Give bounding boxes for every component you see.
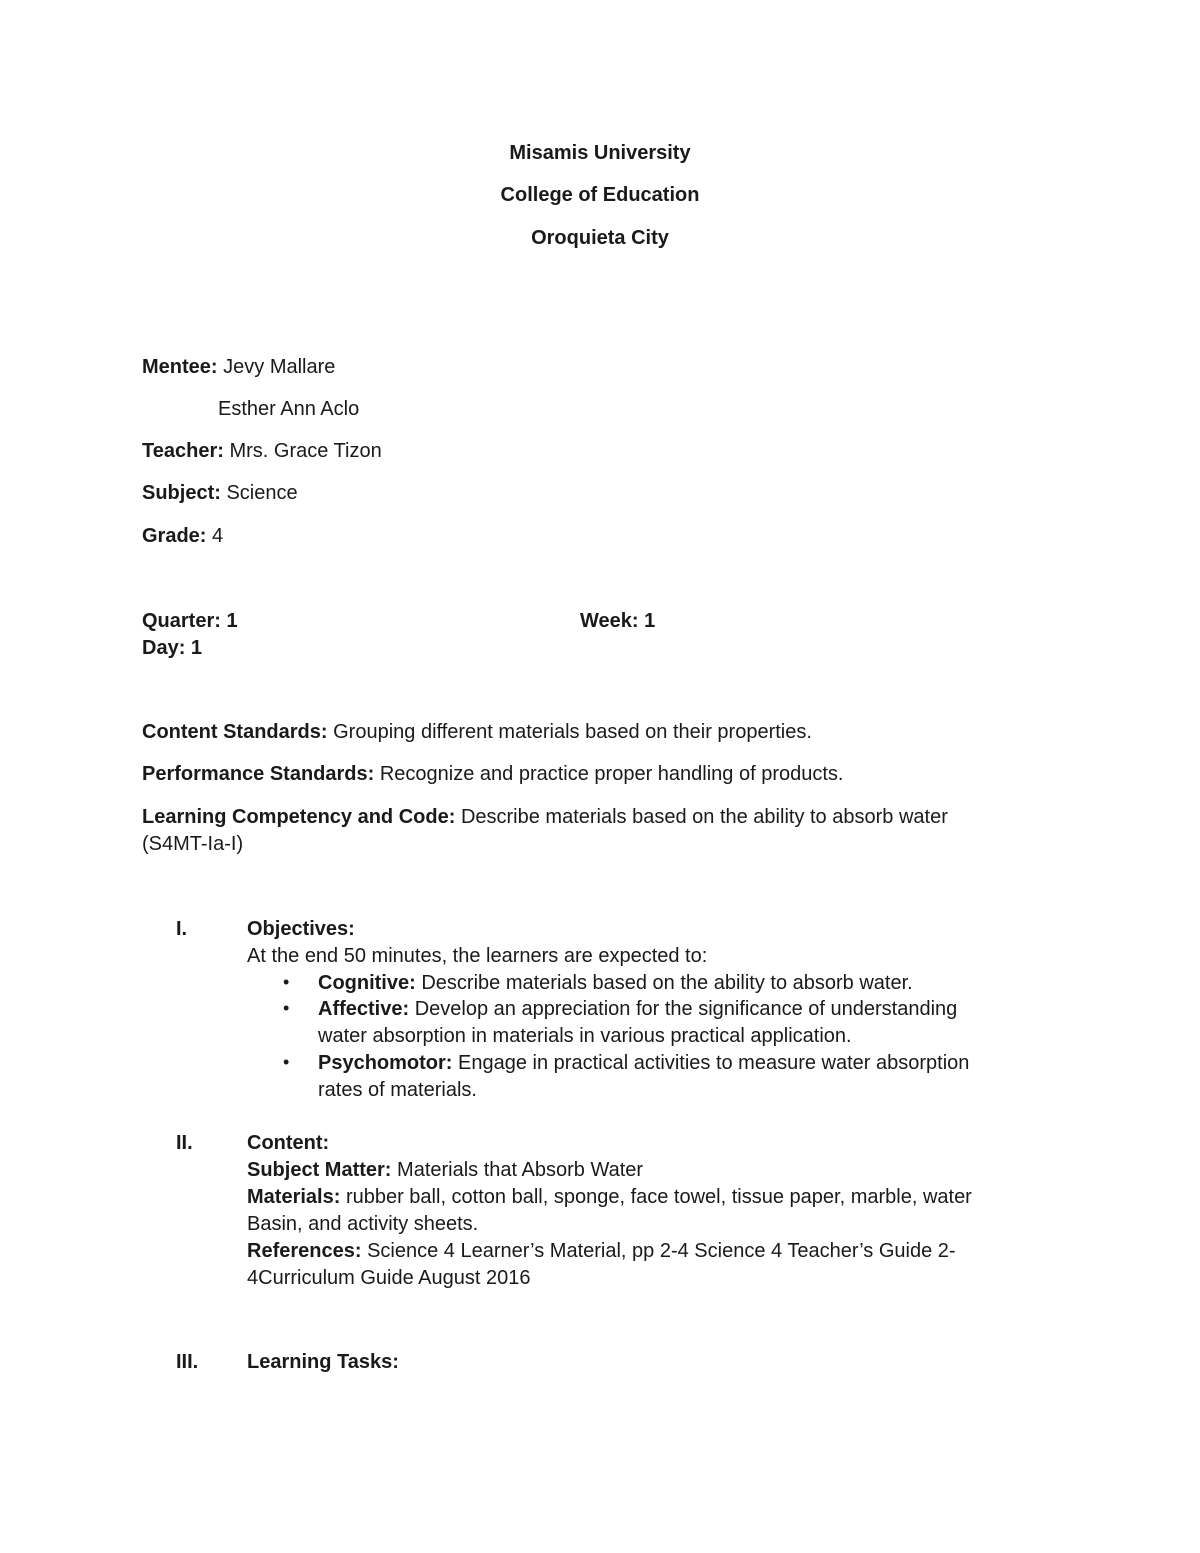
day-label: Day: 1 (142, 637, 203, 659)
week-label: Week: 1 (580, 610, 656, 632)
psychomotor-value: Engage in practical activities to measure water absorption (458, 1052, 970, 1074)
grade-label: Grade: (142, 525, 207, 547)
cognitive-objective (318, 972, 913, 995)
city-name: Oroquieta City (531, 227, 669, 249)
university-name: Misamis University (509, 142, 691, 164)
subject-matter-line (247, 1159, 643, 1182)
content-standards-label: Content Standards: (142, 721, 328, 743)
mentee-label: Mentee: (142, 356, 218, 378)
materials-value-continued: Basin, and activity sheets. (247, 1213, 479, 1235)
content-title: Content: (247, 1132, 330, 1154)
section-numeral-1: I. (176, 918, 188, 940)
bullet-icon: • (283, 1052, 290, 1072)
mentee-name-1: Jevy Mallare (223, 356, 336, 378)
quarter-label: Quarter: 1 (142, 610, 238, 632)
affective-objective (318, 998, 957, 1021)
references-value-continued: 4Curriculum Guide August 2016 (247, 1267, 531, 1289)
competency-label: Learning Competency and Code: (142, 806, 456, 828)
objectives-intro: At the end 50 minutes, the learners are expected to: (247, 945, 708, 967)
psychomotor-objective (318, 1052, 969, 1075)
mentee-line (142, 356, 335, 379)
competency-value: Describe materials based on the ability to absorb water (460, 806, 948, 828)
affective-label: Affective: (318, 998, 410, 1020)
materials-value: rubber ball, cotton ball, sponge, face towel, tissue paper, marble, water (345, 1186, 972, 1208)
references-label: References: (247, 1240, 362, 1262)
bullet-icon: • (283, 972, 290, 992)
bullet-icon: • (283, 998, 290, 1018)
psychomotor-value-continued: rates of materials. (318, 1079, 477, 1101)
references-line (247, 1240, 956, 1263)
subject-value: Science (226, 482, 298, 504)
mentee-name-2: Esther Ann Aclo (218, 398, 360, 420)
cognitive-value: Describe materials based on the ability to absorb water. (421, 972, 913, 994)
content-standards-value: Grouping different materials based on their properties. (333, 721, 812, 743)
section-numeral-3: III. (176, 1351, 199, 1373)
grade-line (142, 525, 223, 548)
teacher-name: Mrs. Grace Tizon (229, 440, 382, 462)
subject-label: Subject: (142, 482, 221, 504)
competency-code: (S4MT-Ia-I) (142, 833, 244, 855)
materials-label: Materials: (247, 1186, 341, 1208)
performance-standards-line (142, 763, 843, 786)
objectives-title: Objectives: (247, 918, 355, 940)
subject-matter-value: Materials that Absorb Water (397, 1159, 644, 1181)
learning-tasks-title: Learning Tasks: (247, 1351, 399, 1373)
psychomotor-label: Psychomotor: (318, 1052, 453, 1074)
subject-matter-label: Subject Matter: (247, 1159, 392, 1181)
teacher-label: Teacher: (142, 440, 224, 462)
cognitive-label: Cognitive: (318, 972, 416, 994)
college-name: College of Education (500, 184, 700, 206)
competency-line (142, 806, 948, 829)
materials-line (247, 1186, 972, 1209)
grade-value: 4 (212, 525, 224, 547)
performance-standards-value: Recognize and practice proper handling of products. (379, 763, 844, 785)
affective-value-continued: water absorption in materials in various practical application. (318, 1025, 852, 1047)
references-value: Science 4 Learner’s Material, pp 2-4 Science 4 Teacher’s Guide 2- (367, 1240, 956, 1262)
content-standards-line (142, 721, 812, 744)
affective-value: Develop an appreciation for the significance of understanding (414, 998, 958, 1020)
subject-line (142, 482, 298, 505)
performance-standards-label: Performance Standards: (142, 763, 375, 785)
teacher-line (142, 440, 382, 463)
section-numeral-2: II. (176, 1132, 193, 1154)
